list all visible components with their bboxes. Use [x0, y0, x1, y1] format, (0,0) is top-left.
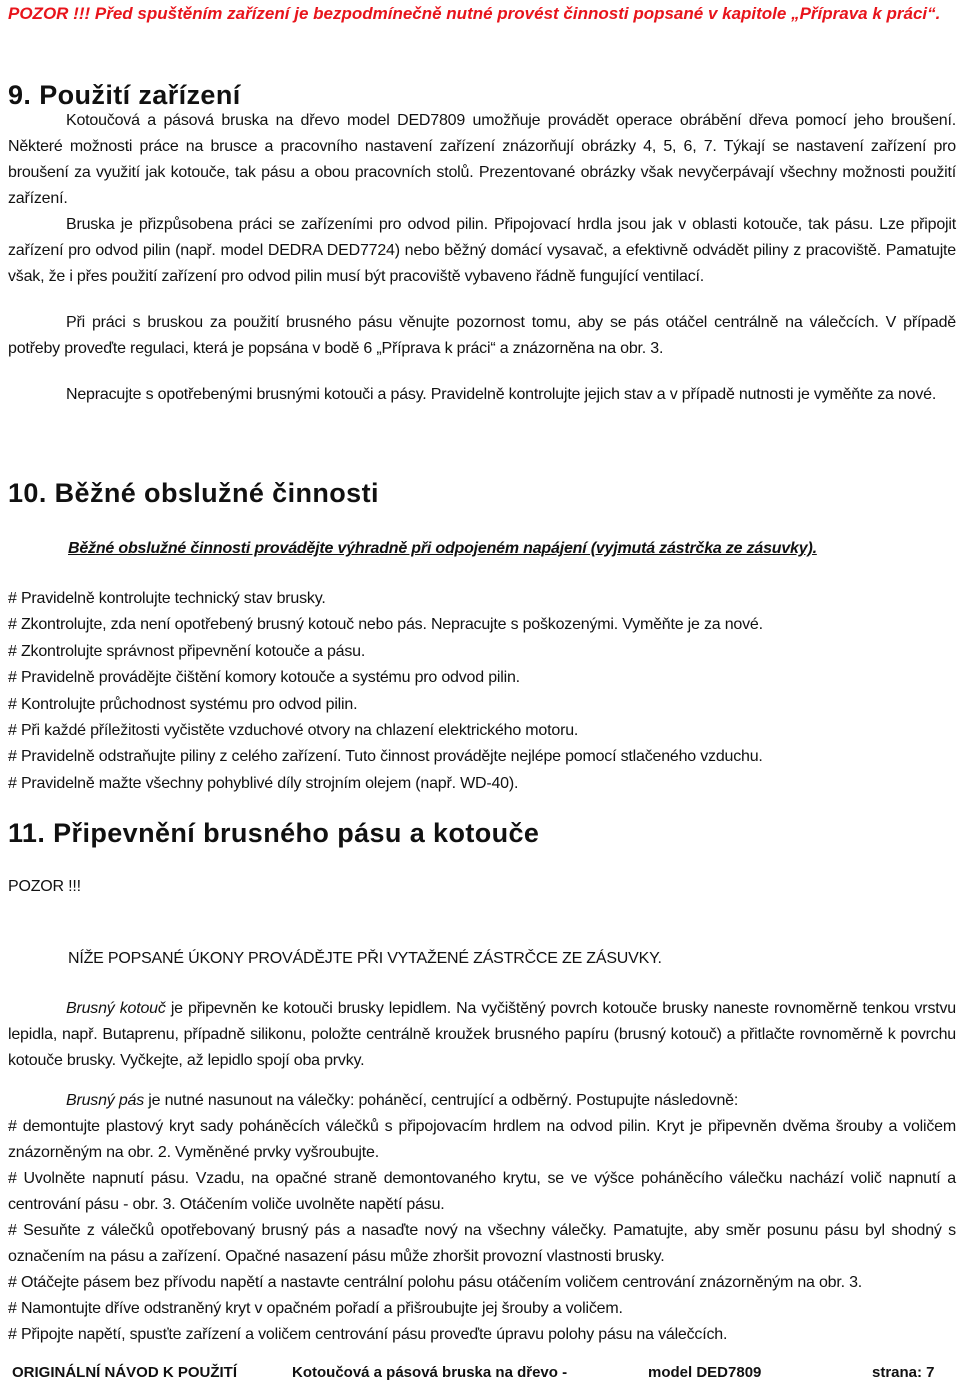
footer-left: ORIGINÁLNÍ NÁVOD K POUŽITÍ: [12, 1364, 237, 1381]
section-10-title: 10. Běžné obslužné činnosti: [8, 478, 379, 508]
belt-text: je nutné nasunout na válečky: poháněcí, centrující a odběrný. Postupujte následovně:: [144, 1092, 739, 1109]
list-item: # Kontrolujte průchodnost systému pro odvod pilin.: [8, 695, 358, 713]
step-item: # Namontujte dříve odstraněný kryt v opačném pořadí a přišroubujte jej šrouby a voličem.: [8, 1300, 623, 1317]
list-item: # Zkontrolujte správnost připevnění kotouče a pásu.: [8, 642, 366, 660]
step-item: # Otáčejte pásem bez přívodu napětí a nastavte centrální polohu pásu otáčením voličem centrování znázorněným na obr. 3.: [8, 1274, 863, 1291]
list-item: # Při každé příležitosti vyčistěte vzduchové otvory na chlazení elektrického motoru.: [8, 721, 579, 739]
list-item: # Pravidelně mažte všechny pohyblivé díly strojním olejem (např. WD-40).: [8, 774, 519, 792]
warning-prefix: POZOR !!!: [8, 4, 91, 23]
footer-model: model DED7809: [648, 1364, 762, 1381]
section-9-paragraph-3: Při práci s bruskou za použití brusného pásu věnujte pozornost tomu, aby se pás otáčel centrálně na válečcích. V případě potřeby proveďte regulaci, která je popsána v bodě 6 „Příprava k práci“ a znázorněna na obr. 3.: [8, 314, 956, 357]
step-item: # Sesuňte z válečků opotřebovaný brusný pás a nasaďte nový na všechny válečky. Pamatujte, aby směr posunu pásu byl shodný s označením na pásu a zařízení. Opačné nasazení pásu může zhoršit provozní vlastnosti brusky.: [8, 1222, 956, 1265]
list-item: # Zkontrolujte, zda není opotřebený brusný kotouč nebo pás. Nepracujte s poškozenými. Vyměňte je za nové.: [8, 616, 763, 634]
list-item: # Pravidelně kontrolujte technický stav brusky.: [8, 590, 326, 607]
section-11-disc-paragraph: [8, 996, 956, 1074]
step-item: # Připojte napětí, spusťte zařízení a voličem centrování pásu proveďte úpravu polohy pásu na válečcích.: [8, 1326, 728, 1343]
header-warning: [8, 2, 948, 26]
section-9-paragraph-1: Kotoučová a pásová bruska na dřevo model DED7809 umožňuje provádět operace obrábění dřeva pomocí jeho broušení. Některé možnosti práce na brusce a pracovního nastavení zařízení znázorňují obrázky 4, 5, 6, 7. Týkají se nastavení zařízení pro broušení za využití jak kotouče, tak pásu a obou pracovních stolů. Prezentované obrázky však nevyčerpávají všechny možnosti použití zařízení.: [8, 112, 956, 207]
list-item: # Pravidelně odstraňujte piliny z celého zařízení. Tuto činnost provádějte nejlépe pomocí stlačeného vzduchu.: [8, 748, 763, 766]
step-item: # Uvolněte napnutí pásu. Vzadu, na opačné straně demontovaného krytu, se ve výšce poháněcího válečku nachází volič napnutí a centrování pásu - obr. 3. Otáčením voliče uvolněte napětí pásu.: [8, 1170, 956, 1213]
disc-text: je připevněn ke kotouči brusky lepidlem. Na vyčištěný povrch kotouče brusky naneste rovnoměrně tenkou vrstvu lepidla, např. Butaprenu, případně silikonu, položte centrálně kroužek brusného papíru (brusný kotouč) a přitlačte rovnoměrně k povrchu kotouče brusky. Vyčkejte, až lepidlo spojí oba prvky.: [8, 1000, 956, 1069]
belt-term: Brusný pás: [66, 1092, 145, 1109]
section-11-belt-paragraph: [8, 1088, 956, 1348]
section-9-paragraph-4: Nepracujte s opotřebenými brusnými kotouči a pásy. Pravidelně kontrolujte jejich stav a v případě nutnosti je vyměňte za nové.: [66, 386, 937, 403]
section-11-caps-notice: NÍŽE POPSANÉ ÚKONY PROVÁDĚJTE PŘI VYTAŽENÉ ZÁSTRČCE ZE ZÁSUVKY.: [68, 950, 662, 967]
section-10-list: [8, 586, 956, 797]
section-10-notice: Běžné obslužné činnosti provádějte výhradně při odpojeném napájení (vyjmutá zástrčka ze zásuvky).: [68, 540, 817, 557]
list-item: # Pravidelně provádějte čištění komory kotouče a systému pro odvod pilin.: [8, 669, 520, 687]
section-9-title: 9. Použití zařízení: [8, 80, 241, 110]
warning-text: Před spuštěním zařízení je bezpodmínečně nutné provést činnosti popsané v kapitole „Příprava k práci“.: [90, 4, 941, 23]
step-item: # demontujte plastový kryt sady poháněcích válečků s připojovacím hrdlem na odvod pilin. Kryt je připevněn dvěma šrouby a voličem znázorněným na obr. 2. Vyměněné prvky vyšroubujte.: [8, 1118, 956, 1161]
footer-center: Kotoučová a pásová bruska na dřevo -: [292, 1364, 568, 1381]
section-11-pozor: POZOR !!!: [8, 878, 81, 895]
footer-page: strana: 7: [872, 1364, 935, 1381]
section-9-paragraph-2: Bruska je přizpůsobena práci se zařízeními pro odvod pilin. Připojovací hrdla jsou jak v oblasti kotouče, tak pásu. Lze připojit zařízení pro odvod pilin (např. model DEDRA DED7724) nebo běžný domácí vysavač, a efektivně odvádět piliny z pracoviště. Pamatujte však, že i přes použití zařízení pro odvod pilin musí být pracoviště vybaveno řádně fungující ventilací.: [8, 216, 956, 285]
section-11-title: 11. Připevnění brusného pásu a kotouče: [8, 818, 540, 848]
section-9-body: [8, 108, 956, 408]
disc-term: Brusný kotouč: [66, 1000, 166, 1017]
